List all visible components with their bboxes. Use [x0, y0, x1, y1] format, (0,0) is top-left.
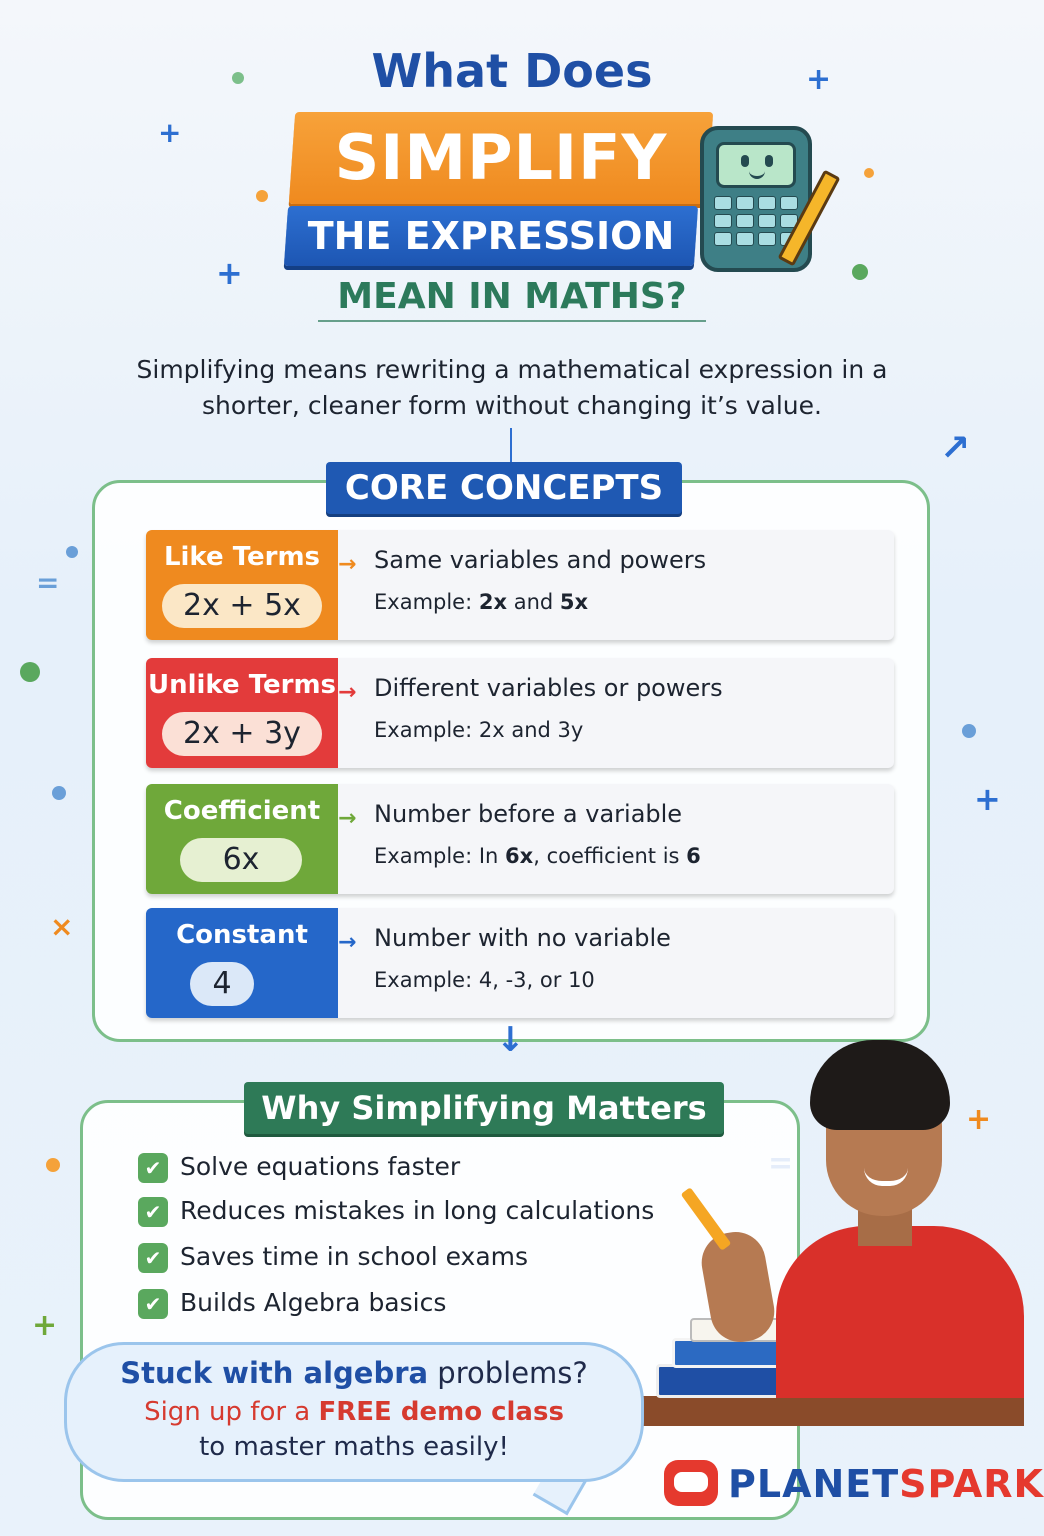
concept-example-pill: 2x + 3y — [162, 712, 322, 756]
example-prefix: Example: — [374, 968, 479, 992]
calculator-eye — [765, 155, 773, 167]
title-line-4: MEAN IN MATHS? — [337, 276, 687, 317]
concept-label: Coefficient — [163, 796, 321, 826]
example-prefix: Example: In — [374, 844, 506, 868]
example-term: 5x — [559, 590, 589, 614]
concept-label: Unlike Terms — [147, 670, 337, 700]
dot-decoration — [864, 168, 874, 178]
arrow-right-icon: → — [338, 806, 357, 831]
concept-definition: Different variables or powers — [374, 674, 723, 702]
calculator-screen — [716, 142, 796, 188]
concept-example-pill: 6x — [180, 838, 302, 882]
concept-row-like-terms — [146, 530, 894, 640]
dot-decoration — [20, 662, 40, 682]
example-joiner: , or — [526, 968, 569, 992]
title-line-3: THE EXPRESSION — [307, 214, 675, 258]
calculator-keys — [714, 196, 798, 246]
calculator-eye — [741, 155, 749, 167]
plus-decoration: + — [966, 1102, 992, 1137]
example-term: 4 — [478, 968, 493, 992]
arrow-right-icon: → — [338, 930, 357, 955]
example-term: 2x and 3y — [478, 718, 584, 742]
student-hair — [810, 1040, 950, 1130]
why-item-text: Solve equations faster — [180, 1152, 461, 1181]
check-icon: ✔ — [138, 1197, 168, 1227]
arrow-right-icon: → — [338, 552, 357, 577]
why-item — [138, 1242, 528, 1273]
dot-decoration — [962, 724, 976, 738]
robot-logo-icon — [664, 1460, 718, 1506]
concept-example-pill: 4 — [190, 962, 254, 1006]
why-item-text: Saves time in school exams — [180, 1242, 529, 1271]
dot-decoration — [46, 1158, 60, 1172]
why-title: Why Simplifying Matters — [261, 1089, 707, 1127]
calculator-mouth — [749, 171, 765, 179]
arrow-right-icon: → — [338, 680, 357, 705]
logo-part-2: SPARK — [899, 1462, 1044, 1506]
arrow-down-icon: ↓ — [496, 1020, 525, 1060]
example-prefix: Example: — [374, 718, 479, 742]
example-term: 2x — [478, 590, 508, 614]
example-joiner: , coefficient is — [533, 844, 687, 868]
times-decoration: × — [50, 910, 74, 943]
student-smile — [864, 1168, 908, 1186]
logo-part-1: PLANET — [728, 1462, 900, 1506]
concept-label-box — [146, 908, 338, 1018]
concept-example — [374, 844, 701, 868]
example-joiner: and — [507, 590, 560, 614]
check-icon: ✔ — [138, 1153, 168, 1183]
dot-decoration — [66, 546, 78, 558]
core-concepts-title: CORE CONCEPTS — [344, 468, 664, 508]
title-underline — [318, 320, 706, 322]
concept-label-box — [146, 784, 338, 894]
concept-row-coefficient — [146, 784, 894, 894]
check-icon: ✔ — [138, 1243, 168, 1273]
concept-row-unlike-terms — [146, 658, 894, 768]
why-item — [138, 1152, 460, 1183]
check-icon: ✔ — [138, 1289, 168, 1319]
concept-example — [374, 968, 595, 992]
example-term: 6x — [505, 844, 534, 868]
definition-text: Simplifying means rewriting a mathematical expression in a shorter, cleaner form without changing it’s value. — [136, 355, 888, 420]
plus-decoration: + — [158, 116, 182, 149]
concept-example-pill: 2x + 5x — [162, 584, 322, 628]
title-line-1: What Does — [371, 44, 653, 98]
example-joiner: , — [492, 968, 506, 992]
cta-signup-text: Sign up for a — [144, 1397, 319, 1427]
example-prefix: Example: — [374, 590, 479, 614]
equals-decoration: = — [36, 566, 60, 599]
cta-free-demo: FREE demo class — [318, 1397, 564, 1427]
concept-definition: Number before a variable — [374, 800, 683, 828]
cta-rest: problems? — [428, 1356, 588, 1390]
concept-row-constant — [146, 908, 894, 1018]
desk — [640, 1396, 1024, 1426]
cta-line-1 — [64, 1356, 644, 1390]
cta-bold: Stuck with algebra — [120, 1356, 429, 1390]
cta-line-2[interactable] — [64, 1397, 644, 1427]
connector-line — [510, 428, 512, 464]
example-term: 6 — [686, 844, 701, 868]
why-item — [138, 1196, 654, 1227]
plus-decoration: + — [216, 254, 243, 292]
plus-decoration: + — [974, 780, 1001, 818]
concept-example — [374, 590, 588, 614]
example-term: 10 — [568, 968, 595, 992]
concept-definition: Same variables and powers — [374, 546, 707, 574]
plus-decoration: + — [806, 62, 832, 97]
why-item-text: Builds Algebra basics — [180, 1288, 447, 1317]
concept-label: Constant — [176, 920, 308, 950]
student-shirt — [776, 1226, 1024, 1398]
plus-decoration: + — [32, 1308, 58, 1343]
concept-label-box — [146, 530, 338, 640]
title-line-2: SIMPLIFY — [334, 121, 668, 194]
concept-definition: Number with no variable — [374, 924, 671, 952]
brand-logo[interactable] — [728, 1462, 1044, 1506]
example-term: -3 — [505, 968, 527, 992]
dot-decoration — [256, 190, 268, 202]
dot-decoration — [52, 786, 66, 800]
concept-label-box — [146, 658, 338, 768]
arrow-decoration: ↗ — [940, 428, 971, 469]
concept-label: Like Terms — [163, 542, 321, 572]
why-item — [138, 1288, 446, 1319]
concept-example — [374, 718, 583, 742]
cta-line-3: to master maths easily! — [199, 1432, 509, 1462]
why-item-text: Reduces mistakes in long calculations — [180, 1196, 655, 1225]
